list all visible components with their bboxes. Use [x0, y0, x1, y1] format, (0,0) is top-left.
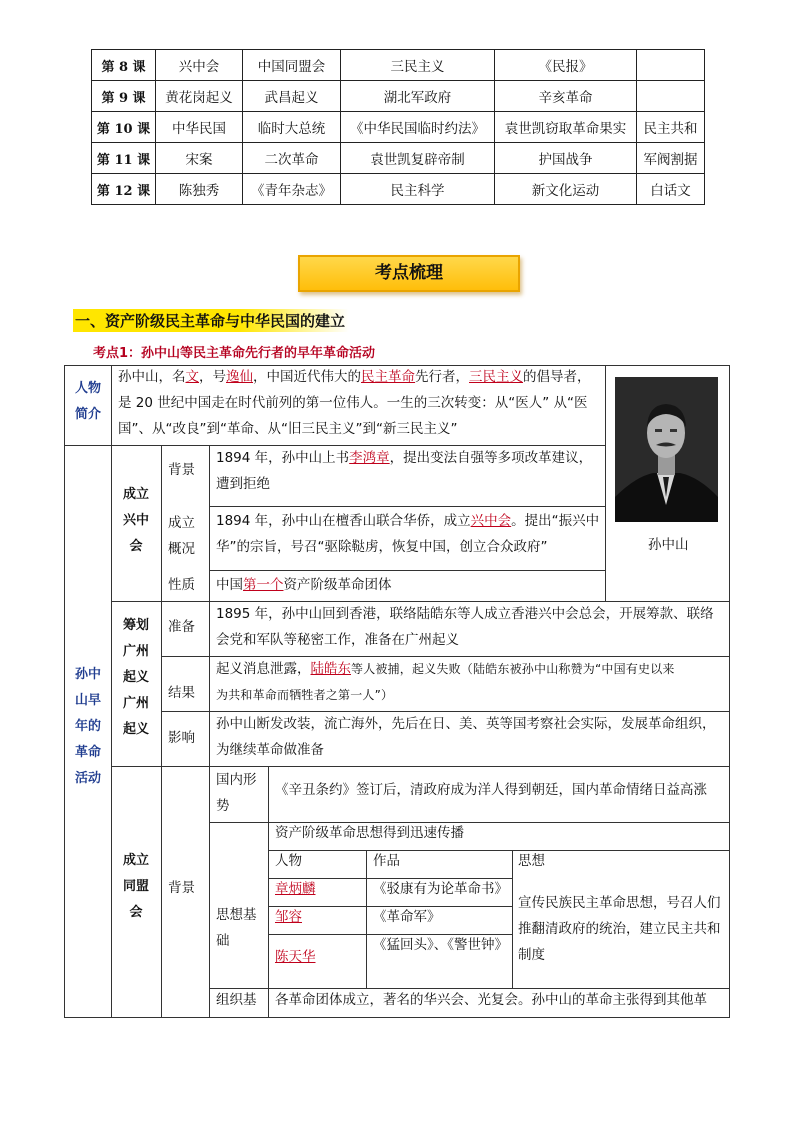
summary-cell: 陈独秀	[156, 174, 243, 205]
kaodian-title: 考点1：孙中山等民主革命先行者的早年革命活动	[93, 346, 376, 361]
summary-cell	[637, 50, 705, 81]
tm-col-thought: 思想	[518, 853, 545, 869]
tm-sixiang-head: 资产阶级革命思想得到迅速传播	[275, 825, 464, 841]
summary-row	[92, 174, 705, 205]
summary-cell: 袁世凯复辟帝制	[341, 143, 495, 174]
summary-cell: 三民主义	[341, 50, 495, 81]
summary-cell	[637, 81, 705, 112]
summary-cell: 民主科学	[341, 174, 495, 205]
gz-zhunbei-text: 1895 年，孙中山回到香港，联络陆皓东等人成立香港兴中会总会，开展筹款、联络 会党和军队等秘密工作，准备在广州起义	[216, 606, 714, 648]
summary-cell: 护国战争	[495, 143, 637, 174]
summary-cell: 民主共和	[637, 112, 705, 143]
label-gaikuang: 成立 概况	[168, 515, 195, 557]
sun-yatsen-photo	[615, 377, 718, 522]
summary-cell: 湖北军政府	[341, 81, 495, 112]
tm-work-3: 《猛回头》、《警世钟》	[373, 937, 508, 953]
summary-row	[92, 50, 705, 81]
gz-jieguo-text: 起义消息泄露，陆皓东等人被捕，起义失败（陆皓东被孙中山称赞为“中国有史以来 为共和革命而牺牲者之第一人”）	[216, 661, 675, 702]
label-jieguo: 结果	[168, 685, 195, 701]
summary-cell: 二次革命	[243, 143, 341, 174]
label-xingzhonghui: 成立 兴中 会	[122, 487, 149, 554]
summary-cell: 《民报》	[495, 50, 637, 81]
label-sunzs-early: 孙中 山早 年的 革命 活动	[74, 667, 101, 786]
summary-cell: 白话文	[637, 174, 705, 205]
summary-cell: 军阀割据	[637, 143, 705, 174]
summary-cell: 临时大总统	[243, 112, 341, 143]
summary-cell: 兴中会	[156, 50, 243, 81]
summary-cell: 黄花岗起义	[156, 81, 243, 112]
summary-row	[92, 143, 705, 174]
summary-cell: 袁世凯窃取革命果实	[495, 112, 637, 143]
summary-cell: 武昌起义	[243, 81, 341, 112]
section-title: 一、资产阶级民主革命与中华民国的建立	[73, 309, 349, 332]
summary-table	[91, 49, 705, 205]
label-xingzhi: 性质	[168, 577, 195, 593]
label-sixiang-jichu: 思想基 础	[216, 907, 257, 949]
xzh-gaikuang-text: 1894 年，孙中山在檀香山联合华侨，成立兴中会。提出“振兴中 华”的宗旨，号召“驱除鞑虏，恢复中国，创立合众政府”	[216, 513, 600, 555]
xzh-xingzhi-text: 中国第一个资产阶级革命团体	[216, 577, 392, 593]
label-beijing-2: 背景	[168, 880, 195, 896]
summary-cell: 《青年杂志》	[243, 174, 341, 205]
intro-text: 孙中山，名文，号逸仙，中国近代伟大的民主革命先行者，三民主义的倡导者， 是 20 世纪中国走在时代前列的第一位伟人。一生的三次转变：从“医人” 从“医 国”、从“改良”到“革命、从“旧三民主义”到“新三民主义”	[118, 369, 591, 437]
tm-person-3: 陈天华	[275, 949, 316, 965]
lesson-cell: 第 11 课	[92, 143, 156, 174]
tm-col-person: 人物	[275, 853, 302, 869]
label-zuzhi-jichu: 组织基	[216, 992, 257, 1008]
label-beijing-1: 背景	[168, 462, 195, 478]
tm-zuzhi-text: 各革命团体成立，著名的华兴会、光复会。孙中山的革命主张得到其他革	[275, 992, 707, 1008]
section-banner: 考点梳理	[298, 255, 520, 292]
summary-row	[92, 112, 705, 143]
lesson-cell: 第 9 课	[92, 81, 156, 112]
lesson-cell: 第 8 课	[92, 50, 156, 81]
summary-cell: 宋案	[156, 143, 243, 174]
tm-person-2: 邹容	[275, 909, 302, 925]
tm-person-1: 章炳麟	[275, 881, 316, 897]
gz-yingxiang-text: 孙中山断发改装，流亡海外，先后在日、美、英等国考察社会实际，发展革命组织， 为继续革命做准备	[216, 716, 716, 758]
tm-work-1: 《驳康有为论革命书》	[373, 881, 508, 897]
summary-cell: 辛亥革命	[495, 81, 637, 112]
photo-caption: 孙中山	[648, 537, 689, 553]
tm-thought-text: 宣传民族民主革命思想，号召人们 推翻清政府的统治，建立民主共和 制度	[518, 895, 721, 963]
lesson-cell: 第 10 课	[92, 112, 156, 143]
xzh-beijing-text: 1894 年，孙中山上书李鸿章，提出变法自强等多项改革建议， 遭到拒绝	[216, 450, 593, 492]
summary-cell: 新文化运动	[495, 174, 637, 205]
label-renwu-jianjie: 人物 简介	[74, 381, 101, 422]
label-guangzhou-qiyi: 筹划 广州 起义 广州 起义	[122, 618, 149, 737]
tm-col-work: 作品	[373, 853, 400, 869]
label-guonei: 国内形 势	[216, 772, 257, 814]
summary-cell: 中国同盟会	[243, 50, 341, 81]
label-yingxiang: 影响	[168, 730, 195, 746]
summary-cell: 《中华民国临时约法》	[341, 112, 495, 143]
tm-work-2: 《革命军》	[373, 909, 441, 925]
tm-guonei-text: 《辛丑条约》签订后，清政府成为洋人得到朝廷，国内革命情绪日益高涨	[275, 782, 707, 798]
lesson-cell: 第 12 课	[92, 174, 156, 205]
label-tongmenghui: 成立 同盟 会	[122, 853, 149, 920]
label-zhunbei: 准备	[168, 619, 195, 635]
summary-cell: 中华民国	[156, 112, 243, 143]
summary-row	[92, 81, 705, 112]
